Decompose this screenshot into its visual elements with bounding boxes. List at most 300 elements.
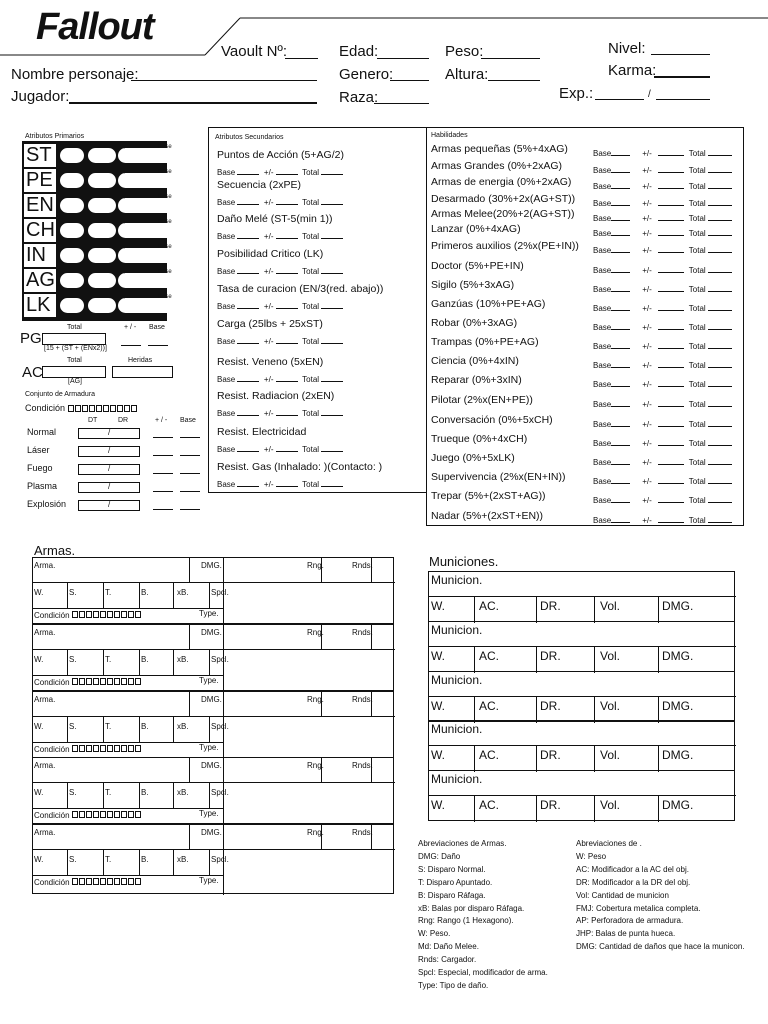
armor-pm-field[interactable] (153, 491, 173, 492)
condition-box[interactable] (100, 878, 106, 885)
pm-field[interactable] (658, 197, 684, 206)
genero-field[interactable] (390, 80, 429, 81)
total-field[interactable] (708, 264, 732, 273)
condition-box[interactable] (135, 611, 141, 618)
condition-box[interactable] (93, 811, 99, 818)
pg-pm-field[interactable] (121, 345, 141, 346)
condition-box[interactable] (96, 405, 102, 412)
base-field[interactable] (611, 514, 630, 523)
total-label: Total (688, 229, 706, 238)
base-field[interactable] (611, 321, 630, 330)
pm-field[interactable] (658, 418, 684, 427)
condition-box[interactable] (86, 678, 92, 685)
arrow-left-icon: ← (122, 294, 129, 301)
col-divider (189, 758, 190, 782)
pm-field[interactable] (658, 244, 684, 253)
s-label: S. (69, 855, 77, 864)
total-field[interactable] (708, 321, 732, 330)
total-field[interactable] (708, 514, 732, 523)
pm-label: +/- (263, 168, 274, 177)
primary-attr-base-field[interactable] (118, 244, 178, 263)
armor-condicion-text: Condición (25, 403, 66, 413)
col-divider (189, 558, 190, 582)
col-divider (658, 745, 659, 772)
condition-box[interactable] (79, 811, 85, 818)
base-field[interactable] (611, 180, 630, 189)
total-label: Total (688, 439, 706, 448)
pm-field[interactable] (276, 443, 298, 452)
condition-box[interactable] (86, 745, 92, 752)
nivel-field[interactable] (651, 54, 710, 55)
armor-dt-dr-field[interactable] (78, 500, 140, 511)
condition-box[interactable] (79, 678, 85, 685)
primary-attr-value-field[interactable] (60, 298, 84, 313)
nombre-field[interactable] (131, 80, 317, 81)
condition-box[interactable] (121, 878, 127, 885)
pm-field[interactable] (658, 475, 684, 484)
condition-box[interactable] (128, 811, 134, 818)
pm-label: +/- (263, 445, 274, 454)
primary-attr-value-field[interactable] (60, 173, 84, 188)
condition-box[interactable] (107, 811, 113, 818)
total-field[interactable] (708, 227, 732, 236)
base-field[interactable] (237, 407, 259, 416)
primary-attr-modifier-field[interactable] (88, 173, 116, 188)
pm-field[interactable] (276, 230, 298, 239)
condition-box[interactable] (107, 678, 113, 685)
total-field[interactable] (321, 166, 343, 175)
primary-attr-modifier-field[interactable] (88, 248, 116, 263)
condition-box[interactable] (121, 811, 127, 818)
condition-box[interactable] (93, 878, 99, 885)
condition-box[interactable] (72, 745, 78, 752)
condition-box[interactable] (93, 745, 99, 752)
dmg-label: DMG. (662, 748, 694, 762)
condition-box[interactable] (100, 611, 106, 618)
condition-box[interactable] (100, 745, 106, 752)
pm-field[interactable] (658, 227, 684, 236)
col-divider (658, 795, 659, 822)
total-field[interactable] (321, 300, 343, 309)
ac-heridas-header: Heridas (128, 357, 153, 364)
total-field[interactable] (708, 212, 732, 221)
col-divider (594, 745, 595, 772)
condition-box[interactable] (110, 405, 116, 412)
condition-box[interactable] (135, 745, 141, 752)
armor-pm-field[interactable] (153, 473, 173, 474)
pm-field[interactable] (658, 398, 684, 407)
base-field[interactable] (611, 212, 630, 221)
total-field[interactable] (708, 494, 732, 503)
primary-attr-modifier-field[interactable] (88, 148, 116, 163)
header-frame (0, 0, 768, 60)
total-label: Total (688, 516, 706, 525)
condition-box[interactable] (121, 678, 127, 685)
pm-field[interactable] (658, 514, 684, 523)
base-field[interactable] (237, 443, 259, 452)
condicion-label: Condición (34, 745, 70, 754)
armor-base-field[interactable] (180, 455, 200, 456)
condition-box[interactable] (114, 811, 120, 818)
primary-attr-value-field[interactable] (60, 273, 84, 288)
edad-label: Edad: (339, 43, 379, 60)
condition-box[interactable] (72, 678, 78, 685)
pm-label: +/- (642, 516, 652, 525)
condition-box[interactable] (114, 678, 120, 685)
total-field[interactable] (708, 398, 732, 407)
row-divider (33, 649, 395, 650)
base-field[interactable] (611, 283, 630, 292)
condition-box[interactable] (72, 611, 78, 618)
condition-box[interactable] (86, 878, 92, 885)
pm-field[interactable] (276, 335, 298, 344)
total-field[interactable] (321, 196, 343, 205)
skill-name: Nadar (5%+(2xST+EN)) (431, 510, 544, 522)
condition-box[interactable] (114, 611, 120, 618)
ac-label: AC. (479, 798, 500, 812)
col-divider (209, 582, 210, 608)
primary-attr-base-label: Base (158, 269, 172, 275)
pm-label: +/- (642, 285, 652, 294)
weapon-table (32, 824, 394, 894)
armor-dt-dr-field[interactable] (78, 446, 140, 457)
ac-heridas-field[interactable] (112, 366, 173, 378)
condition-box[interactable] (107, 745, 113, 752)
t-label: T. (105, 722, 112, 731)
base-field[interactable] (611, 398, 630, 407)
pm-field[interactable] (658, 494, 684, 503)
armor-condicion-boxes[interactable] (68, 404, 138, 414)
arma-label: Arma. (34, 695, 56, 704)
condition-box[interactable] (100, 811, 106, 818)
base-label: Base (593, 496, 612, 505)
pm-field[interactable] (658, 437, 684, 446)
armor-pm-field[interactable] (153, 437, 173, 438)
condition-box[interactable] (117, 405, 123, 412)
pm-field[interactable] (658, 340, 684, 349)
pm-field[interactable] (658, 180, 684, 189)
condition-box[interactable] (128, 745, 134, 752)
legend-weapon-item: xB: Balas por disparo Ráfaga. (418, 903, 525, 913)
edad-field[interactable] (377, 58, 429, 59)
base-label: Base (593, 246, 612, 255)
col-divider (189, 825, 190, 849)
pm-field[interactable] (658, 164, 684, 173)
total-label: Total (688, 182, 706, 191)
dr-label: DR. (540, 748, 561, 762)
base-label: Base (217, 267, 236, 276)
pm-field[interactable] (276, 196, 298, 205)
total-field[interactable] (321, 335, 343, 344)
base-label: Base (593, 361, 612, 370)
t-label: T. (105, 588, 112, 597)
jugador-field[interactable] (69, 102, 317, 104)
row-divider (429, 745, 736, 746)
skill-values (593, 147, 732, 158)
base-label: Base (593, 182, 612, 191)
base-field[interactable] (611, 378, 630, 387)
condition-box[interactable] (121, 745, 127, 752)
condition-box[interactable] (100, 678, 106, 685)
pm-field[interactable] (658, 456, 684, 465)
pm-field[interactable] (276, 407, 298, 416)
total-field[interactable] (708, 147, 732, 156)
primary-attr-base-field[interactable] (118, 269, 178, 288)
pm-field[interactable] (658, 378, 684, 387)
col-divider (209, 649, 210, 675)
dmg-label: DMG. (201, 561, 222, 570)
primary-attr-modifier-field[interactable] (88, 298, 116, 313)
secondary-title: Atributos Secundarios (215, 134, 284, 141)
condition-box[interactable] (121, 611, 127, 618)
base-field[interactable] (611, 264, 630, 273)
condition-box[interactable] (79, 611, 85, 618)
total-label: Total (302, 302, 320, 311)
legend-ammo-item: Vol: Cantidad de municion (576, 890, 669, 900)
primary-attr-base-field[interactable] (118, 144, 178, 163)
total-field[interactable] (321, 265, 343, 274)
base-field[interactable] (611, 147, 630, 156)
condition-box[interactable] (68, 405, 74, 412)
fallout-logo: Fallout (36, 6, 154, 48)
rng-label: Rng. (307, 761, 324, 770)
total-field[interactable] (708, 418, 732, 427)
condition-box[interactable] (75, 405, 81, 412)
vault-field[interactable] (285, 58, 318, 59)
pm-field[interactable] (658, 359, 684, 368)
condition-box[interactable] (135, 678, 141, 685)
armor-title: Conjunto de Armadura (25, 391, 96, 398)
col-divider (173, 782, 174, 808)
ac-label: AC. (479, 699, 500, 713)
base-field[interactable] (237, 265, 259, 274)
base-field[interactable] (237, 373, 259, 382)
altura-field[interactable] (488, 80, 540, 81)
municion-label: Municion. (431, 673, 483, 687)
skill-name: Doctor (5%+PE+IN) (431, 260, 524, 272)
row-divider (33, 808, 223, 809)
primary-attr-base-label: Base (158, 294, 172, 300)
condition-box[interactable] (128, 878, 134, 885)
s-label: S. (69, 655, 77, 664)
pm-field[interactable] (658, 302, 684, 311)
pm-label: +/- (642, 149, 652, 158)
pm-field[interactable] (658, 147, 684, 156)
condition-box[interactable] (128, 611, 134, 618)
primary-attr-modifier-field[interactable] (88, 273, 116, 288)
total-field[interactable] (321, 373, 343, 382)
weapon-condition (34, 678, 142, 687)
armor-base-field[interactable] (180, 473, 200, 474)
pm-field[interactable] (276, 265, 298, 274)
primary-attr-value-field[interactable] (60, 148, 84, 163)
pm-label: +/- (642, 323, 652, 332)
total-label: Total (688, 361, 706, 370)
condition-box[interactable] (86, 611, 92, 618)
armor-dt-dr-field[interactable] (78, 464, 140, 475)
arma-label: Arma. (34, 761, 56, 770)
pg-total-field[interactable] (42, 333, 106, 345)
pm-label: +/- (642, 182, 652, 191)
condition-box[interactable] (135, 878, 141, 885)
condition-box[interactable] (72, 811, 78, 818)
skill-values (593, 212, 732, 223)
condition-box[interactable] (86, 811, 92, 818)
armor-pm-field[interactable] (153, 509, 173, 510)
armor-dt-dr-field[interactable] (78, 428, 140, 439)
secondary-attr-name: Carga (25lbs + 25xST) (217, 318, 323, 330)
total-label: Total (688, 342, 706, 351)
base-field[interactable] (237, 196, 259, 205)
raza-field[interactable] (374, 103, 429, 104)
condition-box[interactable] (107, 878, 113, 885)
condition-box[interactable] (93, 678, 99, 685)
primary-attr-value-field[interactable] (60, 248, 84, 263)
condition-box[interactable] (114, 745, 120, 752)
total-field[interactable] (321, 443, 343, 452)
condition-box[interactable] (72, 878, 78, 885)
pm-field[interactable] (658, 283, 684, 292)
pm-field[interactable] (658, 321, 684, 330)
condition-box[interactable] (89, 405, 95, 412)
pm-field[interactable] (276, 300, 298, 309)
slash-separator: / (108, 464, 111, 473)
row-divider (33, 608, 223, 609)
base-field[interactable] (237, 166, 259, 175)
pm-field[interactable] (658, 212, 684, 221)
pg-base-field[interactable] (148, 345, 168, 346)
base-field[interactable] (237, 478, 259, 487)
col-divider (594, 646, 595, 673)
base-field[interactable] (611, 340, 630, 349)
pm-field[interactable] (276, 166, 298, 175)
total-field[interactable] (708, 244, 732, 253)
karma-field[interactable] (654, 76, 710, 78)
legend-weapon-item: Type: Tipo de daño. (418, 980, 489, 990)
base-field[interactable] (237, 230, 259, 239)
pm-label: +/- (263, 409, 274, 418)
col-divider (67, 782, 68, 808)
skill-values (593, 494, 732, 505)
base-field[interactable] (611, 302, 630, 311)
rnds-label: Rnds. (352, 628, 373, 637)
skill-name: Trueque (0%+4xCH) (431, 433, 528, 445)
col-divider (173, 649, 174, 675)
pm-field[interactable] (276, 478, 298, 487)
base-field[interactable] (611, 359, 630, 368)
armor-base-field[interactable] (180, 437, 200, 438)
col-divider (103, 649, 104, 675)
primary-attr-base-field[interactable] (118, 169, 178, 188)
primary-attr-base-field[interactable] (118, 294, 178, 313)
armor-pm-field[interactable] (153, 455, 173, 456)
exp-next-field[interactable] (656, 99, 710, 100)
condition-box[interactable] (93, 611, 99, 618)
base-field[interactable] (611, 197, 630, 206)
total-field[interactable] (708, 359, 732, 368)
total-field[interactable] (321, 407, 343, 416)
peso-field[interactable] (481, 58, 540, 59)
total-field[interactable] (708, 197, 732, 206)
total-field[interactable] (708, 456, 732, 465)
t-label: T. (105, 855, 112, 864)
base-field[interactable] (611, 227, 630, 236)
total-field[interactable] (708, 302, 732, 311)
total-field[interactable] (708, 283, 732, 292)
condition-box[interactable] (124, 405, 130, 412)
base-field[interactable] (611, 437, 630, 446)
condition-box[interactable] (128, 678, 134, 685)
condition-box[interactable] (114, 878, 120, 885)
ammo-table (428, 770, 735, 821)
exp-current-field[interactable] (595, 99, 644, 100)
total-field[interactable] (321, 478, 343, 487)
base-field[interactable] (611, 456, 630, 465)
condition-box[interactable] (82, 405, 88, 412)
condition-box[interactable] (79, 745, 85, 752)
base-field[interactable] (611, 244, 630, 253)
primary-attr-row-st (22, 143, 172, 168)
total-field[interactable] (321, 230, 343, 239)
primary-attr-modifier-field[interactable] (88, 223, 116, 238)
pg-formula: [15 + (ST + (ENx2))] (44, 345, 107, 352)
base-label: Base (593, 477, 612, 486)
pm-label: +/- (642, 458, 652, 467)
secondary-attr-values (217, 407, 343, 418)
armor-row-label: Normal (27, 427, 57, 437)
altura-label: Altura: (445, 66, 489, 83)
condition-box[interactable] (107, 611, 113, 618)
base-field[interactable] (611, 164, 630, 173)
condition-box[interactable] (131, 405, 137, 412)
primary-attr-label: LK (24, 294, 56, 317)
total-field[interactable] (708, 378, 732, 387)
total-field[interactable] (708, 475, 732, 484)
base-field[interactable] (611, 494, 630, 503)
primary-attr-modifier-field[interactable] (88, 198, 116, 213)
primary-attr-base-field[interactable] (118, 194, 178, 213)
total-field[interactable] (708, 180, 732, 189)
skill-name: Ganzúas (10%+PE+AG) (431, 298, 546, 310)
armor-base-field[interactable] (180, 509, 200, 510)
pm-field[interactable] (658, 264, 684, 273)
base-field[interactable] (611, 475, 630, 484)
condition-box[interactable] (103, 405, 109, 412)
primary-attr-value-field[interactable] (60, 198, 84, 213)
total-field[interactable] (708, 340, 732, 349)
pm-field[interactable] (276, 373, 298, 382)
pm-label: +/- (642, 246, 652, 255)
armor-base-field[interactable] (180, 491, 200, 492)
slash-separator: / (108, 482, 111, 491)
base-field[interactable] (237, 300, 259, 309)
secondary-attr-name: Puntos de Acción (5+AG/2) (217, 149, 344, 161)
condition-box[interactable] (135, 811, 141, 818)
primary-attr-value-field[interactable] (60, 223, 84, 238)
total-field[interactable] (708, 164, 732, 173)
base-field[interactable] (611, 418, 630, 427)
total-field[interactable] (708, 437, 732, 446)
skill-values (593, 437, 732, 448)
ac-total-field[interactable] (42, 366, 106, 378)
primary-attributes-panel (22, 141, 172, 321)
condicion-label: Condición (34, 678, 70, 687)
pm-label: +/- (642, 420, 652, 429)
primary-attr-base-field[interactable] (118, 219, 178, 238)
armor-dt-dr-field[interactable] (78, 482, 140, 493)
condition-box[interactable] (79, 878, 85, 885)
base-field[interactable] (237, 335, 259, 344)
